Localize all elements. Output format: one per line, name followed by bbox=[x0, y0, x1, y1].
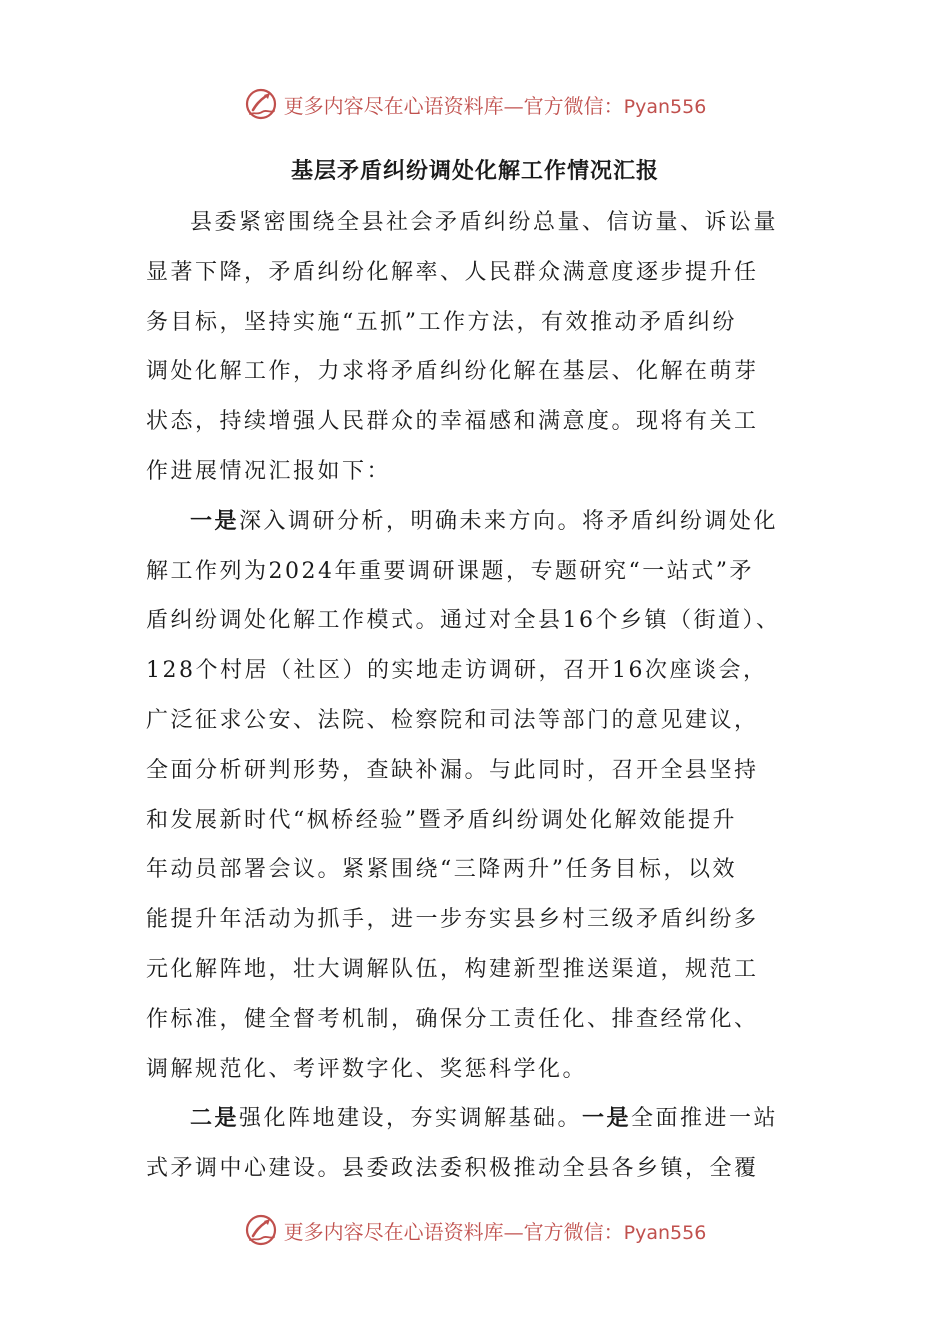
body-line bbox=[146, 1094, 806, 1144]
body-line bbox=[146, 895, 806, 945]
text-run: 作标准，健全督考机制，确保分工责任化、排查经常化、 bbox=[146, 1006, 759, 1032]
body-line bbox=[146, 397, 806, 447]
body-line bbox=[146, 497, 806, 547]
bold-marker: 二是 bbox=[190, 1105, 240, 1132]
text-run: 显著下降，矛盾纠纷化解率、人民群众满意度逐步提升任 bbox=[146, 259, 759, 285]
body-line bbox=[146, 298, 806, 348]
document-title: 基层矛盾纠纷调处化解工作情况汇报 bbox=[290, 158, 659, 184]
text-run: 盾纠纷调处化解工作模式。通过对全县16个乡镇（街道）、 bbox=[146, 608, 781, 634]
watermark-account: Pyan556 bbox=[623, 95, 707, 118]
body-line bbox=[146, 845, 806, 895]
body-line bbox=[146, 596, 806, 646]
text-run: 式矛调中心建设。县委政法委积极推动全县各乡镇，全覆 bbox=[146, 1156, 759, 1182]
text-run: 务目标，坚持实施“五抓”工作方法，有效推动矛盾纠纷 bbox=[146, 309, 737, 335]
text-run: 能提升年活动为抓手，进一步夯实县乡村三级矛盾纠纷多 bbox=[146, 907, 759, 933]
body-line bbox=[146, 1045, 806, 1095]
text-run: 128个村居（社区）的实地走访调研，召开16次座谈会， bbox=[146, 658, 768, 684]
text-run: 状态，持续增强人民群众的幸福感和满意度。现将有关工 bbox=[146, 409, 759, 435]
text-run: 全面分析研判形势，查缺补漏。与此同时，召开全县坚持 bbox=[146, 757, 759, 783]
text-run: 解工作列为2024年重要调研课题，专题研究“一站式”矛 bbox=[146, 558, 754, 584]
body-line bbox=[146, 447, 806, 497]
body-line bbox=[146, 198, 806, 248]
watermark-account: Pyan556 bbox=[623, 1221, 707, 1244]
body-line bbox=[146, 696, 806, 746]
text-run: 和发展新时代“枫桥经验”暨矛盾纠纷调处化解效能提升 bbox=[146, 807, 737, 833]
body-line bbox=[146, 248, 806, 298]
watermark-footer bbox=[0, 1210, 950, 1250]
pen-signature-icon bbox=[244, 87, 278, 121]
text-run: 广泛征求公安、法院、检察院和司法等部门的意见建议， bbox=[146, 707, 759, 733]
bold-marker: 一是 bbox=[582, 1105, 632, 1132]
text-run: 强化阵地建设，夯实调解基础。 bbox=[239, 1106, 583, 1132]
bold-marker: 一是 bbox=[190, 507, 240, 534]
text-run: 作进展情况汇报如下： bbox=[146, 458, 392, 484]
body-line bbox=[146, 547, 806, 597]
document-body bbox=[146, 198, 806, 1194]
text-run: 深入调研分析，明确未来方向。将矛盾纠纷调处化 bbox=[239, 508, 779, 534]
watermark-header bbox=[0, 84, 950, 124]
pen-signature-icon bbox=[244, 1213, 278, 1247]
body-line bbox=[146, 796, 806, 846]
body-line bbox=[146, 347, 806, 397]
body-line bbox=[146, 646, 806, 696]
body-line bbox=[146, 746, 806, 796]
watermark-text: 更多内容尽在心语资料库—官方微信：Pyan556 bbox=[283, 93, 707, 118]
body-line bbox=[146, 995, 806, 1045]
watermark-text: 更多内容尽在心语资料库—官方微信：Pyan556 bbox=[283, 1219, 707, 1244]
text-run: 全面推进一站 bbox=[631, 1106, 779, 1132]
text-run: 调处化解工作，力求将矛盾纠纷化解在基层、化解在萌芽 bbox=[146, 359, 759, 385]
text-run: 年动员部署会议。紧紧围绕“三降两升”任务目标，以效 bbox=[146, 857, 737, 883]
text-run: 县委紧密围绕全县社会矛盾纠纷总量、信访量、诉讼量 bbox=[190, 210, 779, 235]
text-run: 元化解阵地，壮大调解队伍，构建新型推送渠道，规范工 bbox=[146, 956, 759, 982]
text-run: 调解规范化、考评数字化、奖惩科学化。 bbox=[146, 1056, 588, 1082]
body-line bbox=[146, 1144, 806, 1194]
body-line bbox=[146, 945, 806, 995]
